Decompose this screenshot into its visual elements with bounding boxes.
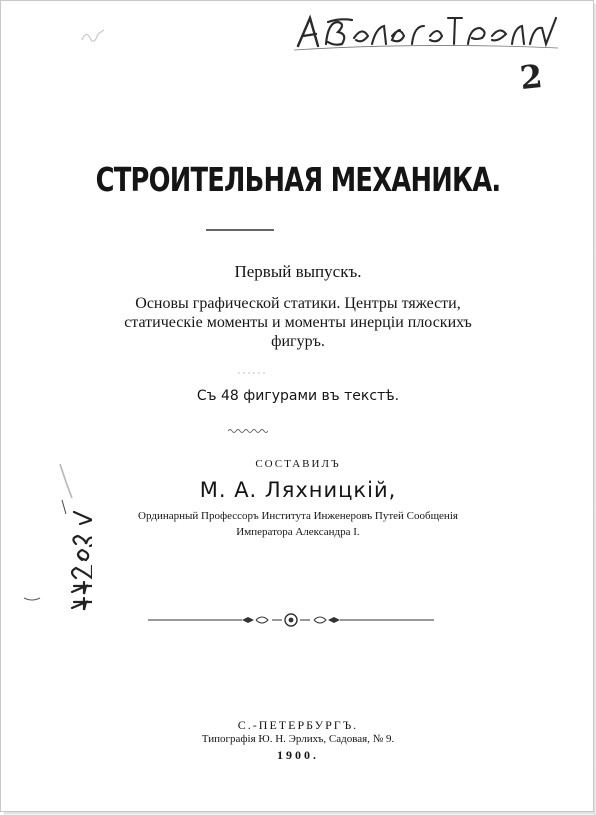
- subtitle: [0, 294, 596, 351]
- author-title-line-1: Ординарный Профессоръ Института Инженеровъ Путей Сообщенія: [138, 510, 458, 522]
- city: С.-ПЕТЕРБУРГЪ.: [237, 718, 359, 732]
- compiled-by: СОСТАВИЛЪ: [255, 458, 341, 470]
- handwritten-signature: [292, 12, 560, 52]
- author-title-line-2: Императора Александра I.: [236, 526, 360, 538]
- dotted-rule-1: [238, 370, 268, 376]
- ornamental-divider: [148, 612, 434, 628]
- subtitle-line-3: фигуръ.: [271, 333, 325, 350]
- author-title: [0, 508, 596, 540]
- faint-scribble: [80, 26, 106, 44]
- handwritten-number: 2: [518, 56, 545, 98]
- author-name: М. А. Ляхницкій,: [199, 478, 397, 502]
- book-title: СТРОИТЕЛЬНАЯ МЕХАНИКА.: [95, 160, 501, 199]
- dotted-rule-2: [228, 428, 268, 434]
- subtitle-line-2: статическіе моменты и моменты инерціи плоскихъ: [124, 314, 472, 331]
- issue-number: Первый выпускъ.: [234, 262, 362, 281]
- subtitle-line-1: Основы графической статики. Центры тяжести,: [135, 295, 461, 312]
- title-rule: [206, 226, 274, 234]
- year: 1900.: [277, 748, 319, 762]
- figures-note: Съ 48 фигурами въ текстѣ.: [196, 388, 400, 404]
- printer: Типографія Ю. Н. Эрлихъ, Садовая, № 9.: [201, 733, 395, 745]
